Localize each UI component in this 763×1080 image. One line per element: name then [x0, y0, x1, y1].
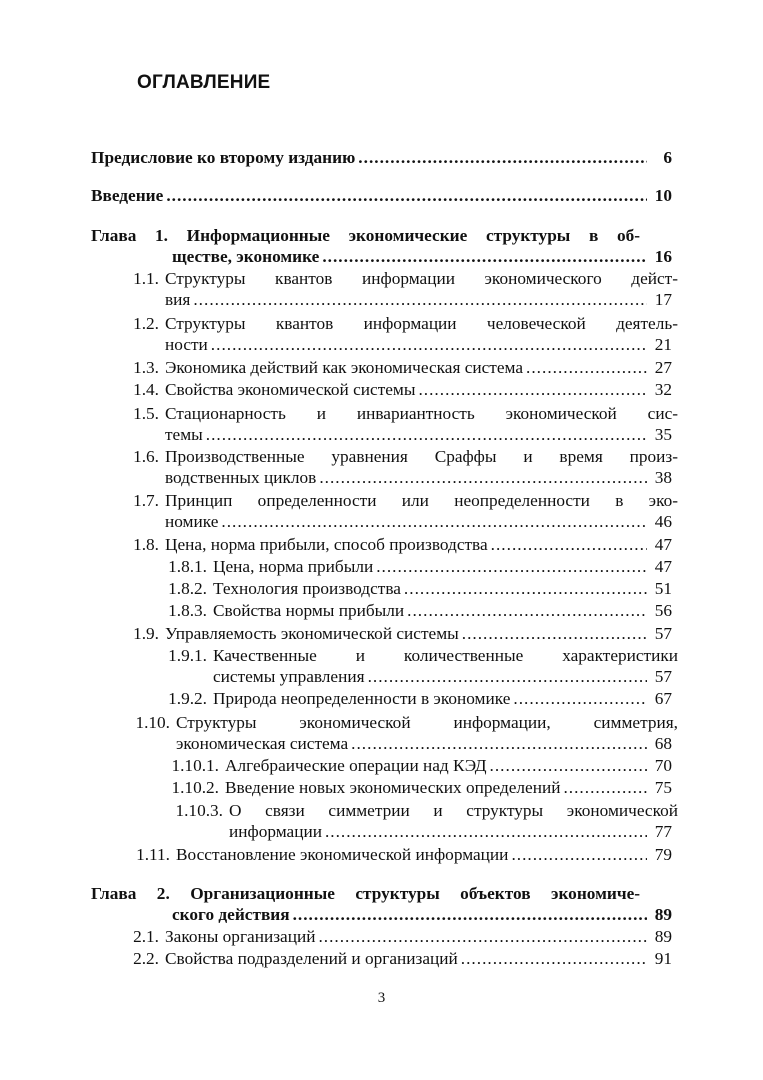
toc-entry-title-line1: Стационарность и инвариантность экономической сис-: [165, 404, 678, 423]
toc-entry-page: 89: [654, 905, 672, 924]
toc-entry-number: 1.9.2.: [168, 689, 207, 708]
toc-entry-number: 1.9.: [133, 624, 159, 643]
toc-entry-number: 1.1.: [133, 269, 159, 288]
toc-entry-title-line1: Структуры квантов информации человеческой деятель-: [165, 314, 678, 333]
toc-entry-page: 91: [654, 949, 672, 968]
toc-entry-number: 1.10.2.: [171, 778, 219, 797]
toc-entry-1-9[interactable]: [133, 623, 672, 644]
toc-entry-chapter-2[interactable]: [91, 884, 672, 925]
toc-entry-1-9-2[interactable]: [168, 688, 672, 709]
toc-entry-title: номике: [165, 512, 219, 531]
toc-entry-number: 1.3.: [133, 358, 159, 377]
toc-entry-title: Введение: [91, 186, 164, 205]
toc-entry-2-1[interactable]: [133, 926, 672, 947]
toc-entry-number: 1.11.: [136, 845, 170, 864]
toc-entry-title: Алгебраические операции над КЭД: [225, 756, 487, 775]
toc-entry-title: Экономика действий как экономическая система: [165, 358, 524, 377]
toc-entry-title: водственных циклов: [165, 468, 317, 487]
toc-entry-1-10-2[interactable]: [171, 777, 672, 798]
toc-entry-page: 6: [663, 148, 672, 167]
leader-dots: [407, 600, 647, 621]
toc-entry-title: Свойства подразделений и организаций: [165, 949, 458, 968]
toc-entry-title: Управляемость экономической системы: [165, 624, 459, 643]
toc-entry-page: 16: [654, 247, 672, 266]
toc-entry-1-2[interactable]: [133, 314, 678, 355]
toc-entry-number: 2.2.: [133, 949, 159, 968]
toc-entry-1-8-2[interactable]: [168, 578, 672, 599]
toc-entry-title: информации: [229, 822, 322, 841]
toc-entry-title-line1: Качественные и количественные характеристики: [213, 646, 678, 665]
toc-entry-2-2[interactable]: [133, 948, 672, 969]
toc-entry-page: 70: [654, 756, 672, 775]
toc-entry-1-9-1[interactable]: [168, 646, 678, 687]
leader-dots: [325, 821, 647, 842]
toc-entry-page: 79: [654, 845, 672, 864]
toc-entry-number: 1.9.1.: [168, 646, 207, 665]
toc-entry-page: 57: [654, 667, 672, 686]
toc-entry-1-4[interactable]: [133, 379, 672, 400]
page-number: 3: [377, 990, 386, 1006]
toc-entry-number: 1.8.3.: [168, 601, 207, 620]
toc-entry-title: ского действия: [172, 905, 290, 924]
toc-entry-1-8-3[interactable]: [168, 600, 672, 621]
toc-entry-1-11[interactable]: [136, 844, 672, 865]
toc-entry-number: 2.1.: [133, 927, 159, 946]
toc-entry-1-8-1[interactable]: [168, 556, 672, 577]
toc-entry-page: 10: [654, 186, 672, 205]
leader-dots: [461, 948, 647, 969]
toc-entry-page: 46: [654, 512, 672, 531]
toc-entry-title: Восстановление экономической информации: [176, 845, 509, 864]
leader-dots: [418, 379, 647, 400]
toc-entry-1-6[interactable]: [133, 447, 678, 488]
toc-entry-number: 1.10.3.: [175, 801, 223, 820]
leader-dots: [351, 733, 647, 754]
leader-dots: [376, 556, 647, 577]
leader-dots: [193, 289, 647, 310]
toc-entry-number: 1.2.: [133, 314, 159, 333]
toc-entry-number: 1.10.: [135, 713, 170, 732]
toc-entry-page: 47: [654, 535, 672, 554]
toc-entry-page: 75: [654, 778, 672, 797]
leader-dots: [490, 755, 647, 776]
toc-entry-title: Введение новых экономических определений: [225, 778, 561, 797]
toc-entry-title: Законы организаций: [165, 927, 316, 946]
leader-dots: [462, 623, 647, 644]
toc-entry-title: Природа неопределенности в экономике: [213, 689, 511, 708]
toc-entry-title-line1: Структуры экономической информации, симметрия,: [176, 713, 678, 732]
leader-dots: [368, 666, 647, 687]
toc-entry-1-8[interactable]: [133, 534, 672, 555]
toc-entry-title: системы управления: [213, 667, 365, 686]
toc-entry-title-line1: Производственные уравнения Сраффы и время произ-: [165, 447, 678, 466]
toc-entry-page: 21: [654, 335, 672, 354]
toc-entry-page: 32: [654, 380, 672, 399]
leader-dots: [358, 147, 647, 168]
leader-dots: [511, 844, 647, 865]
leader-dots: [211, 334, 647, 355]
toc-entry-page: 67: [654, 689, 672, 708]
leader-dots: [491, 534, 647, 555]
toc-entry-title: Цена, норма прибыли, способ производства: [165, 535, 488, 554]
toc-entry-title: Свойства нормы прибыли: [213, 601, 405, 620]
toc-entry-page: 51: [654, 579, 672, 598]
leader-dots: [404, 578, 647, 599]
toc-entry-number: 1.8.: [133, 535, 159, 554]
toc-entry-page: 56: [654, 601, 672, 620]
toc-entry-title: экономическая система: [176, 734, 349, 753]
toc-entry-number: 1.4.: [133, 380, 159, 399]
toc-entry-number: 1.10.1.: [171, 756, 219, 775]
leader-dots: [563, 777, 647, 798]
toc-entry-title: вия: [165, 290, 191, 309]
toc-entry-page: 47: [654, 557, 672, 576]
toc-entry-number: 1.6.: [133, 447, 159, 466]
toc-entry-preface[interactable]: [91, 147, 672, 168]
toc-entry-title: Технология производства: [213, 579, 401, 598]
toc-entry-title: ществе, экономике: [172, 247, 320, 266]
toc-entry-1-3[interactable]: [133, 357, 672, 378]
toc-entry-1-5[interactable]: [133, 404, 678, 445]
leader-dots: [206, 424, 647, 445]
toc-entry-title: Предисловие ко второму изданию: [91, 148, 356, 167]
toc-entry-number: 1.7.: [133, 491, 159, 510]
toc-entry-introduction[interactable]: [91, 185, 672, 206]
leader-dots: [293, 904, 647, 925]
toc-entry-title: Цена, норма прибыли: [213, 557, 374, 576]
toc-entry-title-line1: Принцип определенности или неопределенности в эко-: [165, 491, 678, 510]
toc-entry-page: 38: [654, 468, 672, 487]
leader-dots: [221, 511, 647, 532]
toc-entry-title: ности: [165, 335, 208, 354]
toc-entry-page: 89: [654, 927, 672, 946]
toc-entry-title-line1: О связи симметрии и структуры экономической: [229, 801, 678, 820]
leader-dots: [319, 467, 647, 488]
toc-entry-page: 57: [654, 624, 672, 643]
leader-dots: [526, 357, 647, 378]
toc-entry-1-1[interactable]: [133, 269, 678, 310]
toc-entry-1-10[interactable]: [135, 713, 678, 754]
toc-entry-number: 1.5.: [133, 404, 159, 423]
toc-entry-title-line1: Структуры квантов информации экономического дейст-: [165, 269, 678, 288]
leader-dots: [318, 926, 647, 947]
toc-entry-page: 77: [654, 822, 672, 841]
toc-entry-title: Свойства экономической системы: [165, 380, 416, 399]
toc-entry-1-7[interactable]: [133, 491, 678, 532]
toc-entry-chapter-1[interactable]: [91, 226, 672, 267]
toc-entry-title: темы: [165, 425, 203, 444]
toc-entry-1-10-1[interactable]: [171, 755, 672, 776]
toc-entry-number: 1.8.1.: [168, 557, 207, 576]
toc-entry-page: 27: [654, 358, 672, 377]
toc-entry-page: 68: [654, 734, 672, 753]
toc-entry-1-10-3[interactable]: [175, 801, 678, 842]
toc-entry-number: 1.8.2.: [168, 579, 207, 598]
toc-heading: ОГЛАВЛЕНИЕ: [137, 72, 271, 93]
leader-dots: [322, 246, 647, 267]
toc-entry-title-line1: Глава 1. Информационные экономические структуры в об-: [91, 226, 640, 245]
leader-dots: [166, 185, 647, 206]
toc-entry-page: 35: [654, 425, 672, 444]
toc-entry-title-line1: Глава 2. Организационные структуры объектов экономиче-: [91, 884, 640, 903]
toc-entry-page: 17: [654, 290, 672, 309]
leader-dots: [513, 688, 647, 709]
